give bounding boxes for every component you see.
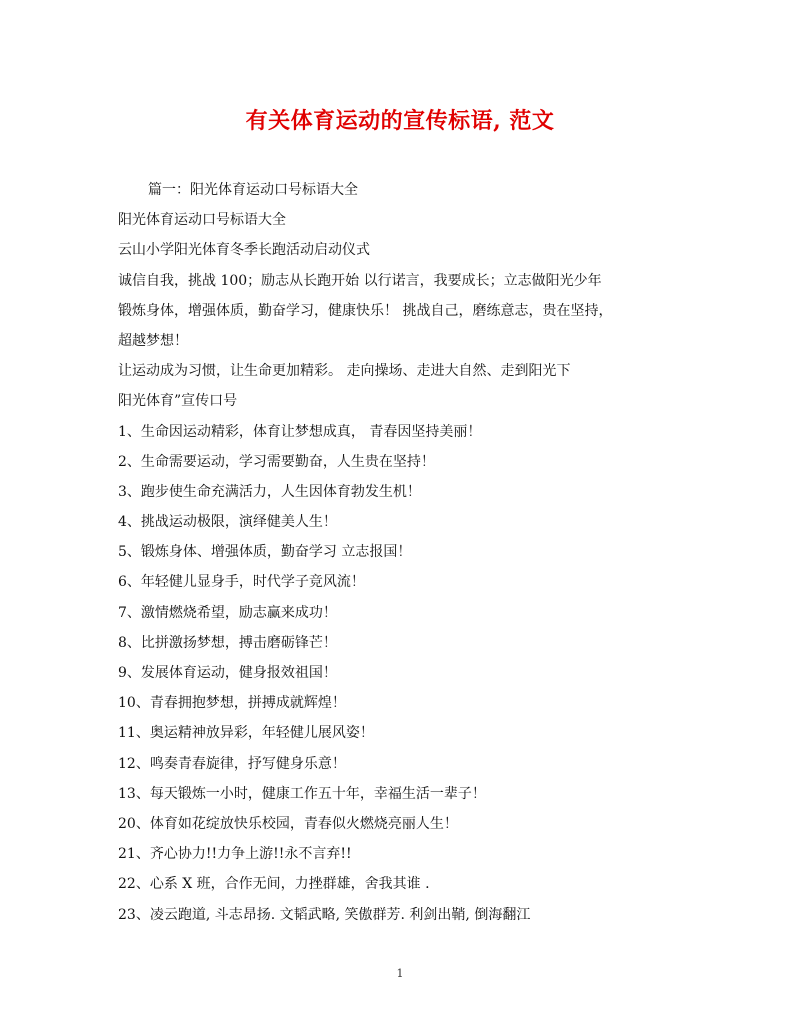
paragraph-line: 阳光体育”宣传口号 — [118, 393, 238, 410]
paragraph-line: 让运动成为习惯，让生命更加精彩。 走向操场、走进大自然、走到阳光下 — [118, 363, 571, 380]
slogan-item: 7、激情燃烧希望，励志赢来成功！ — [118, 604, 337, 621]
slogan-item: 12、鸣奏青春旋律，抒写健身乐意！ — [118, 755, 346, 772]
slogan-item: 13、每天锻炼一小时，健康工作五十年，幸福生活一辈子！ — [118, 785, 486, 802]
slogan-item: 2、生命需要运动，学习需要勤奋，人生贵在坚持！ — [118, 453, 435, 470]
slogan-item: 21、齐心协力!!力争上游!!永不言弃!! — [118, 846, 352, 863]
slogan-item: 6、年轻健儿显身手，时代学子竞风流！ — [118, 574, 365, 591]
document-title: 有关体育运动的宣传标语, 范文 — [245, 108, 555, 134]
paragraph-line: 超越梦想！ — [118, 332, 188, 349]
slogan-item: 4、挑战运动极限，演绎健美人生！ — [118, 514, 337, 531]
paragraph-line: 诚信自我，挑战 100；励志从长跑开始 以行诺言，我要成长；立志做阳光少年 — [118, 272, 602, 289]
slogan-item: 20、体育如花绽放快乐校园，青春似火燃烧亮丽人生！ — [118, 815, 458, 832]
slogan-item: 10、青春拥抱梦想，拼搏成就辉煌！ — [118, 695, 346, 712]
slogan-item: 23、凌云跑道, 斗志昂扬. 文韬武略, 笑傲群芳. 利剑出鞘, 倒海翻江 — [118, 906, 531, 923]
slogan-item: 11、奥运精神放异彩，年轻健儿展风姿！ — [118, 725, 374, 742]
paragraph-line: 云山小学阳光体育冬季长跑活动启动仪式 — [118, 242, 370, 259]
slogan-item: 22、心系 X 班，合作无间，力挫群雄，舍我其谁 . — [118, 876, 430, 893]
slogan-item: 3、跑步使生命充满活力，人生因体育勃发生机！ — [118, 483, 421, 500]
paragraph-line: 阳光体育运动口号标语大全 — [118, 212, 286, 229]
document-body — [118, 175, 678, 930]
slogan-item: 9、发展体育运动，健身报效祖国！ — [118, 665, 337, 681]
slogan-item: 1、生命因运动精彩，体育让梦想成真， 青春因坚持美丽！ — [118, 423, 482, 440]
paragraph-line: 篇一：阳光体育运动口号标语大全 — [148, 182, 358, 198]
paragraph-line: 锻炼身体，增强体质，勤奋学习，健康快乐！ 挑战自己，磨练意志，贵在坚持， — [118, 302, 613, 319]
slogan-item: 8、比拼激扬梦想，搏击磨砺锋芒！ — [118, 634, 337, 651]
slogan-item: 5、锻炼身体、增强体质，勤奋学习 立志报国！ — [118, 544, 412, 561]
page-number: 1 — [396, 967, 404, 980]
